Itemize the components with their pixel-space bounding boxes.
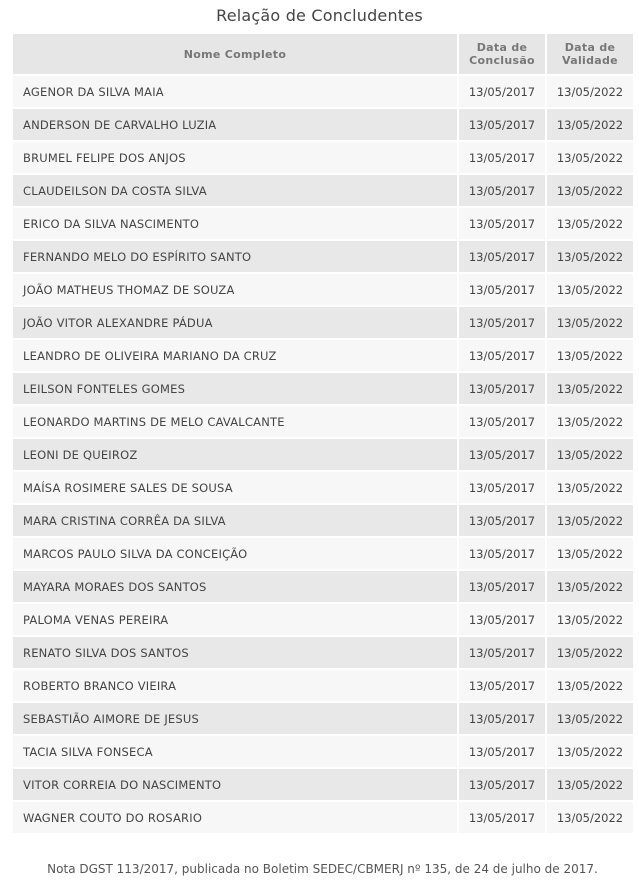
table-row <box>13 175 633 206</box>
cell-full-name: LEONI DE QUEIROZ <box>13 439 457 470</box>
cell-full-name: LEILSON FONTELES GOMES <box>13 373 457 404</box>
cell-validity-date: 13/05/2022 <box>547 406 633 437</box>
cell-full-name: MARCOS PAULO SILVA DA CONCEIÇÃO <box>13 538 457 569</box>
cell-validity-date: 13/05/2022 <box>547 109 633 140</box>
table-row <box>13 604 633 635</box>
cell-conclusion-date: 13/05/2017 <box>459 670 545 701</box>
cell-conclusion-date: 13/05/2017 <box>459 373 545 404</box>
cell-validity-date: 13/05/2022 <box>547 571 633 602</box>
cell-validity-date: 13/05/2022 <box>547 241 633 272</box>
cell-full-name: ANDERSON DE CARVALHO LUZIA <box>13 109 457 140</box>
cell-conclusion-date: 13/05/2017 <box>459 802 545 833</box>
header-conclusion-line1: Data de <box>476 41 528 54</box>
cell-conclusion-date: 13/05/2017 <box>459 406 545 437</box>
cell-validity-date: 13/05/2022 <box>547 274 633 305</box>
cell-full-name: VITOR CORREIA DO NASCIMENTO <box>13 769 457 800</box>
cell-validity-date: 13/05/2022 <box>547 439 633 470</box>
cell-validity-date: 13/05/2022 <box>547 670 633 701</box>
table-row <box>13 208 633 239</box>
cell-full-name: MARA CRISTINA CORRÊA DA SILVA <box>13 505 457 536</box>
cell-conclusion-date: 13/05/2017 <box>459 505 545 536</box>
table-row <box>13 439 633 470</box>
cell-conclusion-date: 13/05/2017 <box>459 241 545 272</box>
cell-validity-date: 13/05/2022 <box>547 472 633 503</box>
cell-validity-date: 13/05/2022 <box>547 703 633 734</box>
cell-validity-date: 13/05/2022 <box>547 736 633 767</box>
cell-validity-date: 13/05/2022 <box>547 538 633 569</box>
table-row <box>13 736 633 767</box>
header-validity-line1: Data de <box>564 41 616 54</box>
cell-validity-date: 13/05/2022 <box>547 802 633 833</box>
cell-validity-date: 13/05/2022 <box>547 637 633 668</box>
table-row <box>13 373 633 404</box>
cell-validity-date: 13/05/2022 <box>547 307 633 338</box>
table-row <box>13 142 633 173</box>
table-row <box>13 670 633 701</box>
cell-full-name: JOÃO VITOR ALEXANDRE PÁDUA <box>13 307 457 338</box>
cell-conclusion-date: 13/05/2017 <box>459 439 545 470</box>
cell-full-name: WAGNER COUTO DO ROSARIO <box>13 802 457 833</box>
cell-conclusion-date: 13/05/2017 <box>459 307 545 338</box>
cell-conclusion-date: 13/05/2017 <box>459 769 545 800</box>
table-row <box>13 307 633 338</box>
header-validity-date <box>547 34 633 74</box>
table-row <box>13 571 633 602</box>
cell-validity-date: 13/05/2022 <box>547 769 633 800</box>
table-row <box>13 76 633 107</box>
cell-conclusion-date: 13/05/2017 <box>459 208 545 239</box>
page-title: Relação de Concludentes <box>216 6 423 25</box>
cell-conclusion-date: 13/05/2017 <box>459 538 545 569</box>
cell-conclusion-date: 13/05/2017 <box>459 175 545 206</box>
cell-full-name: PALOMA VENAS PEREIRA <box>13 604 457 635</box>
cell-conclusion-date: 13/05/2017 <box>459 109 545 140</box>
cell-full-name: SEBASTIÃO AIMORE DE JESUS <box>13 703 457 734</box>
cell-full-name: JOÃO MATHEUS THOMAZ DE SOUZA <box>13 274 457 305</box>
cell-full-name: BRUMEL FELIPE DOS ANJOS <box>13 142 457 173</box>
table-row <box>13 637 633 668</box>
table-row <box>13 109 633 140</box>
cell-conclusion-date: 13/05/2017 <box>459 637 545 668</box>
cell-validity-date: 13/05/2022 <box>547 76 633 107</box>
table-row <box>13 703 633 734</box>
cell-full-name: MAÍSA ROSIMERE SALES DE SOUSA <box>13 472 457 503</box>
graduates-table <box>11 32 635 835</box>
table-row <box>13 274 633 305</box>
cell-full-name: CLAUDEILSON DA COSTA SILVA <box>13 175 457 206</box>
header-validity-line2: Validade <box>562 54 618 67</box>
cell-full-name: ERICO DA SILVA NASCIMENTO <box>13 208 457 239</box>
cell-conclusion-date: 13/05/2017 <box>459 76 545 107</box>
cell-full-name: LEONARDO MARTINS DE MELO CAVALCANTE <box>13 406 457 437</box>
cell-full-name: RENATO SILVA DOS SANTOS <box>13 637 457 668</box>
table-row <box>13 340 633 371</box>
cell-conclusion-date: 13/05/2017 <box>459 604 545 635</box>
cell-validity-date: 13/05/2022 <box>547 373 633 404</box>
cell-full-name: LEANDRO DE OLIVEIRA MARIANO DA CRUZ <box>13 340 457 371</box>
table-row <box>13 241 633 272</box>
table-header-row <box>13 34 633 74</box>
cell-conclusion-date: 13/05/2017 <box>459 703 545 734</box>
cell-conclusion-date: 13/05/2017 <box>459 571 545 602</box>
cell-conclusion-date: 13/05/2017 <box>459 472 545 503</box>
header-conclusion-line2: Conclusão <box>469 54 535 67</box>
header-conclusion-date <box>459 34 545 74</box>
table-row <box>13 406 633 437</box>
cell-conclusion-date: 13/05/2017 <box>459 736 545 767</box>
table-row <box>13 505 633 536</box>
cell-conclusion-date: 13/05/2017 <box>459 274 545 305</box>
cell-full-name: MAYARA MORAES DOS SANTOS <box>13 571 457 602</box>
cell-full-name: TACIA SILVA FONSECA <box>13 736 457 767</box>
table-row <box>13 802 633 833</box>
table-row <box>13 769 633 800</box>
cell-full-name: AGENOR DA SILVA MAIA <box>13 76 457 107</box>
header-full-name: Nome Completo <box>13 34 457 74</box>
table-row <box>13 472 633 503</box>
cell-conclusion-date: 13/05/2017 <box>459 340 545 371</box>
cell-full-name: FERNANDO MELO DO ESPÍRITO SANTO <box>13 241 457 272</box>
footnote: Nota DGST 113/2017, publicada no Boletim SEDEC/CBMERJ nº 135, de 24 de julho de 2017. <box>47 862 598 876</box>
table-row <box>13 538 633 569</box>
cell-validity-date: 13/05/2022 <box>547 208 633 239</box>
cell-validity-date: 13/05/2022 <box>547 142 633 173</box>
cell-validity-date: 13/05/2022 <box>547 604 633 635</box>
cell-full-name: ROBERTO BRANCO VIEIRA <box>13 670 457 701</box>
cell-validity-date: 13/05/2022 <box>547 175 633 206</box>
cell-validity-date: 13/05/2022 <box>547 340 633 371</box>
cell-validity-date: 13/05/2022 <box>547 505 633 536</box>
cell-conclusion-date: 13/05/2017 <box>459 142 545 173</box>
